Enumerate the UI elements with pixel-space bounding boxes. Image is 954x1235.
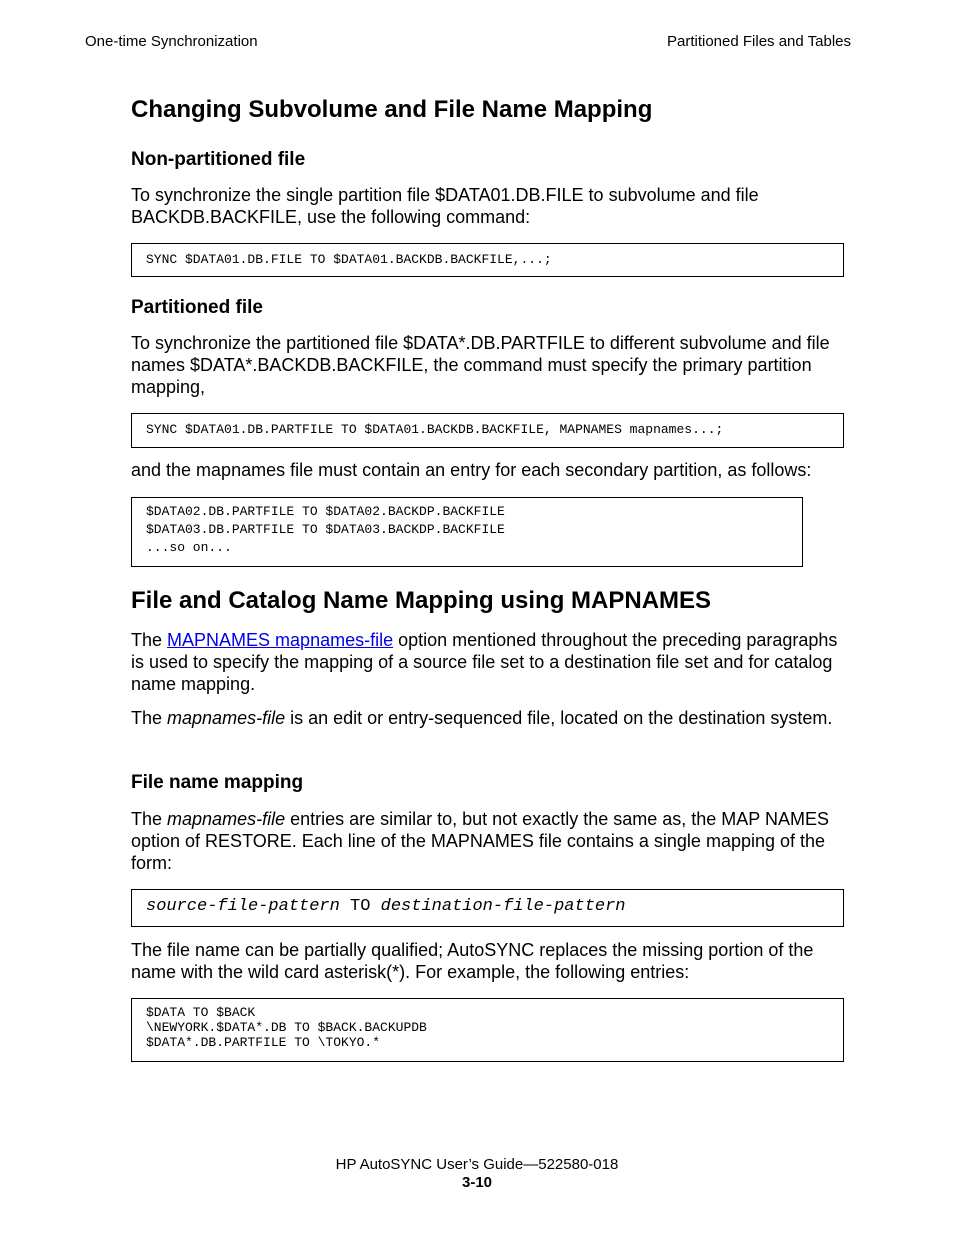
code-line: \NEWYORK.$DATA*.DB TO $BACK.BACKUPDB (146, 1020, 427, 1035)
paragraph-mapnames-file: The mapnames-file is an edit or entry-sequenced file, located on the destination system. (131, 708, 833, 728)
code-block-partitioned (131, 413, 844, 448)
running-header-right: Partitioned Files and Tables (667, 33, 851, 50)
section-title-mapnames: File and Catalog Name Mapping using MAPNAMES (131, 587, 712, 614)
subsection-title-nonpartitioned: Non-partitioned file (131, 149, 306, 170)
code-line: $DATA02.DB.PARTFILE TO $DATA02.BACKDP.BACKFILE (146, 504, 505, 519)
section-title-subvolume-mapping: Changing Subvolume and File Name Mapping (131, 96, 653, 123)
code-line: SYNC $DATA01.DB.FILE TO $DATA01.BACKDB.BACKFILE,...; (146, 252, 552, 267)
footer-page-number: 3-10 (461, 1174, 493, 1191)
footer-guide-title: HP AutoSYNC User’s Guide—522580-018 (335, 1156, 619, 1173)
paragraph-partitioned: To synchronize the partitioned file $DATA*.DB.PARTFILE to different subvolume and file names $DATA*.BACKDB.BACKFILE, the command must specify the primary partition mapping, (131, 333, 830, 397)
paragraph-partial-qualification: The file name can be partially qualified; AutoSYNC replaces the missing portion of the name with the wild card asterisk(*). For example, the following entries: (131, 940, 814, 982)
destination-pattern: destination-file-pattern (380, 897, 626, 916)
code-line: ...so on... (146, 540, 232, 555)
code-block-example-entries (131, 998, 844, 1062)
paragraph-file-name-mapping: The mapnames-file entries are similar to, but not exactly the same as, the MAP NAMES option of RESTORE. Each line of the MAPNAMES file contains a single mapping of the form: (131, 809, 829, 873)
code-line: $DATA03.DB.PARTFILE TO $DATA03.BACKDP.BACKFILE (146, 522, 505, 537)
paragraph-mapnames-entries: and the mapnames file must contain an entry for each secondary partition, as follows: (131, 460, 812, 480)
mapnames-link[interactable]: MAPNAMES mapnames-file (167, 630, 394, 650)
pattern-to: TO (339, 897, 381, 916)
source-pattern: source-file-pattern (146, 897, 340, 916)
code-line: SYNC $DATA01.DB.PARTFILE TO $DATA01.BACKDB.BACKFILE, MAPNAMES mapnames...; (146, 422, 724, 437)
code-block-secondary-partitions (131, 497, 803, 567)
paragraph-mapnames-intro: The MAPNAMES mapnames-file option mentioned throughout the preceding paragraphs is used to specify the mapping of a source file set to a destination file set and for catalog name mapping. (131, 630, 838, 694)
code-block-nonpartitioned (131, 243, 844, 277)
subsection-title-partitioned: Partitioned file (131, 297, 263, 318)
code-block-pattern (131, 889, 844, 927)
paragraph-nonpartitioned: To synchronize the single partition file $DATA01.DB.FILE to subvolume and file BACKDB.BACKFILE, use the following command: (131, 185, 759, 227)
running-header-left: One-time Synchronization (85, 33, 258, 50)
subsection-title-file-name-mapping: File name mapping (131, 772, 304, 793)
code-line: $DATA TO $BACK (146, 1005, 256, 1020)
code-line: $DATA*.DB.PARTFILE TO \TOKYO.* (146, 1035, 381, 1050)
